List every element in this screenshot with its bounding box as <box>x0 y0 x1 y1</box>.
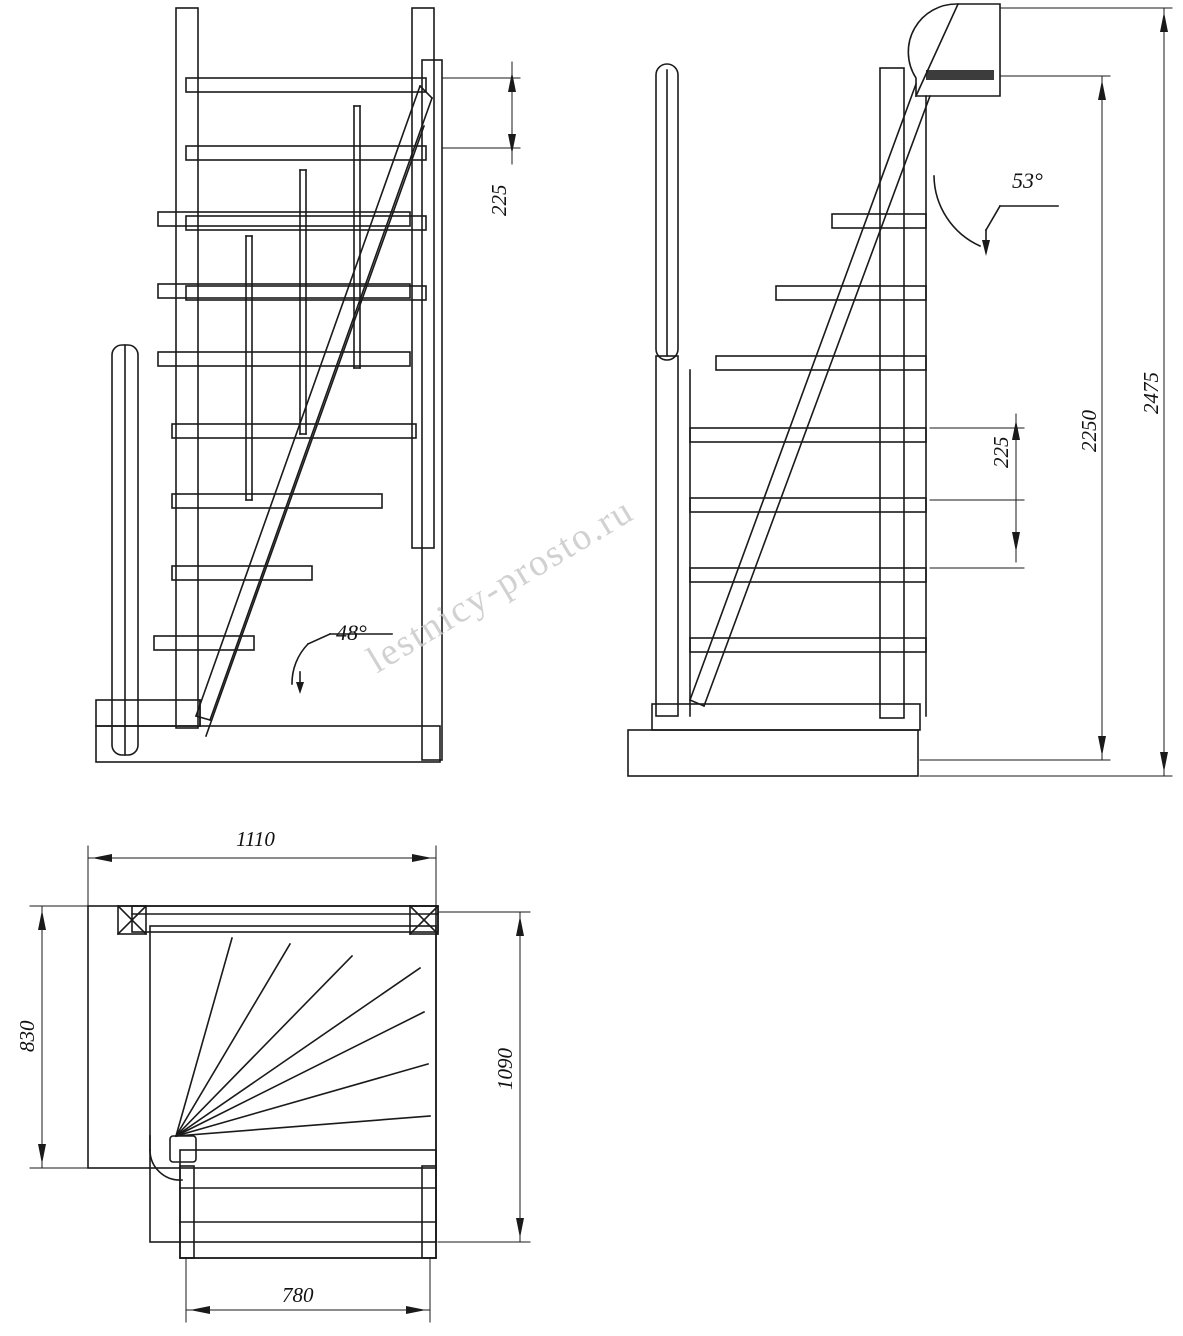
front-riser-dimension <box>442 62 520 164</box>
side-view-group <box>628 4 1058 776</box>
plan-run-width-label: 780 <box>282 1283 314 1307</box>
plan-width-dimension <box>88 846 436 912</box>
front-angle-label: 48° <box>336 620 367 645</box>
plan-depth-right-label: 1090 <box>493 1048 517 1090</box>
side-height-outer-dimension <box>920 8 1172 776</box>
side-height-outer-label: 2475 <box>1139 372 1163 414</box>
side-angle-label: 53° <box>1012 168 1043 193</box>
plan-depth-left-label: 830 <box>15 1020 39 1052</box>
side-riser-label: 225 <box>989 436 1013 468</box>
plan-depth-left-dimension <box>30 906 92 1168</box>
side-height-inner-label: 2250 <box>1077 410 1101 452</box>
watermark: lestnicy-prosto.ru <box>359 489 642 682</box>
front-view-group <box>96 8 442 762</box>
plan-width-label: 1110 <box>236 827 275 851</box>
front-riser-label: 225 <box>487 184 511 216</box>
top-view-group <box>88 906 438 1258</box>
